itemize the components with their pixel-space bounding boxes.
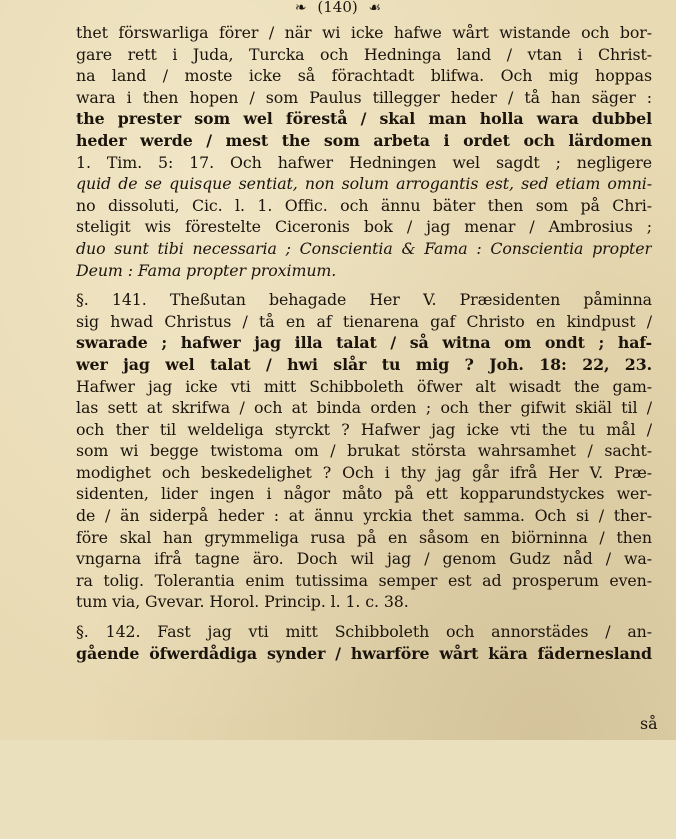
text-line: swarade ; hafwer jag illa talat / så witna om ondt ; haf-	[76, 333, 652, 353]
text-line: sig hwad Christus / tå en af tienarena gaf Christo en kindpust /	[76, 311, 652, 331]
text-line: ra tolig. Tolerantia enim tutissima semper est ad prosperum even-	[76, 570, 652, 590]
text-line: thet förswarliga förer / när wi icke hafwe wårt wistande och bor-	[76, 23, 652, 42]
text-line: 1. Tim. 5: 17. Och hafwer Hedningen wel sagdt ; negligere	[76, 152, 652, 172]
text-line: heder werde / mest the som arbeta i ordet och lärdomen	[76, 130, 652, 150]
text-line: the prester som wel förestå / skal man holla wara dubbel	[76, 109, 652, 129]
text-line: §. 141. Theßutan behagade Her V. Præsidenten påminna	[76, 290, 652, 310]
text-line: steligit wis förestelte Ciceronis bok / jag menar / Ambrosius ;	[76, 217, 652, 237]
text-line: Hafwer jag icke vti mitt Schibboleth öfwer alt wisadt the gam-	[76, 376, 652, 396]
page-text	[76, 22, 652, 664]
catchword: så	[640, 714, 658, 733]
paragraph-3	[76, 621, 652, 664]
text-line: gående öfwerdådiga synder / hwarföre wårt kära fädernesland	[76, 643, 652, 663]
ornament-right-icon: ☙	[368, 0, 382, 16]
paragraph-2	[76, 289, 652, 613]
text-line: quid de se quisque sentiat, non solum arrogantis est, sed etiam omni-	[76, 174, 652, 194]
text-line: före skal han grymmeliga rusa på en såsom en biörninna / then	[76, 527, 652, 547]
page-header	[0, 0, 676, 18]
text-line: no dissoluti, Cic. l. 1. Offic. och ännu bäter then som på Chri-	[76, 195, 652, 215]
ornament-left-icon: ❧	[294, 0, 307, 16]
text-line: las sett at skrifwa / och at binda orden ; och ther gifwit skiäl til /	[76, 398, 652, 418]
text-line: tum via, Gvevar. Horol. Princip. l. 1. c. 38.	[76, 592, 409, 612]
text-line: de / än siderpå heder : at ännu yrckia thet samma. Och si / ther-	[76, 506, 652, 526]
text-line: §. 142. Fast jag vti mitt Schibboleth och annorstädes / an-	[76, 622, 652, 642]
text-line: wara i then hopen / som Paulus tillegger heder / tå han säger :	[76, 87, 652, 107]
text-line: sidenten, lider ingen i någor måto på ett kopparundstyckes wer-	[76, 484, 652, 504]
text-line: modighet och beskedelighet ? Och i thy jag går ifrå Her V. Præ-	[76, 462, 652, 482]
text-line: gare rett i Juda, Turcka och Hedninga land / vtan i Christ-	[76, 44, 652, 64]
paragraph-1	[76, 22, 652, 281]
text-line: vngarna ifrå tagne äro. Doch wil jag / genom Gudz nåd / wa-	[76, 549, 652, 569]
text-line: duo sunt tibi necessaria ; Conscientia & Fama : Conscientia propter	[76, 238, 652, 258]
text-line: wer jag wel talat / hwi slår tu mig ? Joh. 18: 22, 23.	[76, 354, 652, 374]
page-bottom-margin	[0, 740, 676, 839]
text-line: som wi begge twistoma om / brukat största wahrsamhet / sacht-	[76, 441, 652, 461]
text-line: na land / moste icke så förachtadt blifwa. Och mig hoppas	[76, 66, 652, 86]
text-line: och ther til weldeliga styrckt ? Hafwer jag icke vti the tu mål /	[76, 419, 652, 439]
page-number: (140)	[317, 0, 358, 16]
text-line: Deum : Fama propter proximum.	[76, 260, 337, 280]
